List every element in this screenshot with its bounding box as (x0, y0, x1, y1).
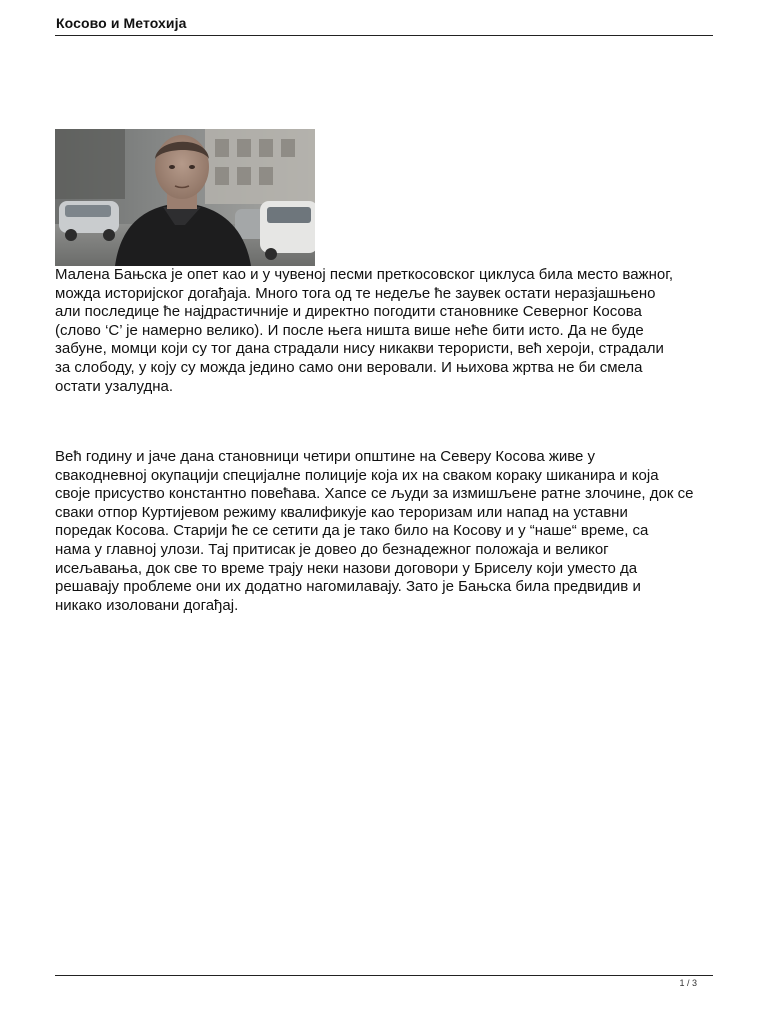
article-photo-illustration (55, 129, 315, 266)
header-divider (55, 35, 713, 36)
article-paragraph-1: Малена Бањска је опет као и у чувеној песми преткосовског циклуса била место важног, можда историјског догађаја. Много тога од те недеље ће заувек остати неразјашњено али последице ће најдрастичније и директно погодити становнике Северног Косова (слово ‘С’ је намерно велико). И после њега ништа више неће бити исто. Да не буде забуне, момци који су тог дана страдали нису никакви терористи, већ хероји, страдали за слободу, у коју су можда једино само они веровали. И њихова жртва не би смела остати узалудна. (55, 266, 674, 395)
page-number: 1 / 3 (679, 978, 697, 988)
article-paragraph-2: Већ годину и јаче дана становници четири општине на Северу Косова живе у свакодневној окупацији специјалне полиције која их на сваком кораку шиканира и која своје присуство константно повећава. Хапсе се људи за измишљене ратне злочине, док се сваки отпор Куртијевом режиму квалификује као тероризам или напад на уставни поредак Косова. Старији ће се сетити да је тако било на Косову и у “наше“ време, са нама у главној улози. Тај притисак је довео до безнадежног положаја и великог исељавања, док све то време трају неки назови договори у Бриселу који уместо да решавају проблеме они их додатно нагомилавају. Зато је Бањска била предвидив и никако изоловани догађај. (55, 448, 694, 614)
footer-divider (55, 975, 713, 976)
page-header-title: Косово и Метохија (56, 15, 187, 31)
article-photo (55, 129, 315, 266)
